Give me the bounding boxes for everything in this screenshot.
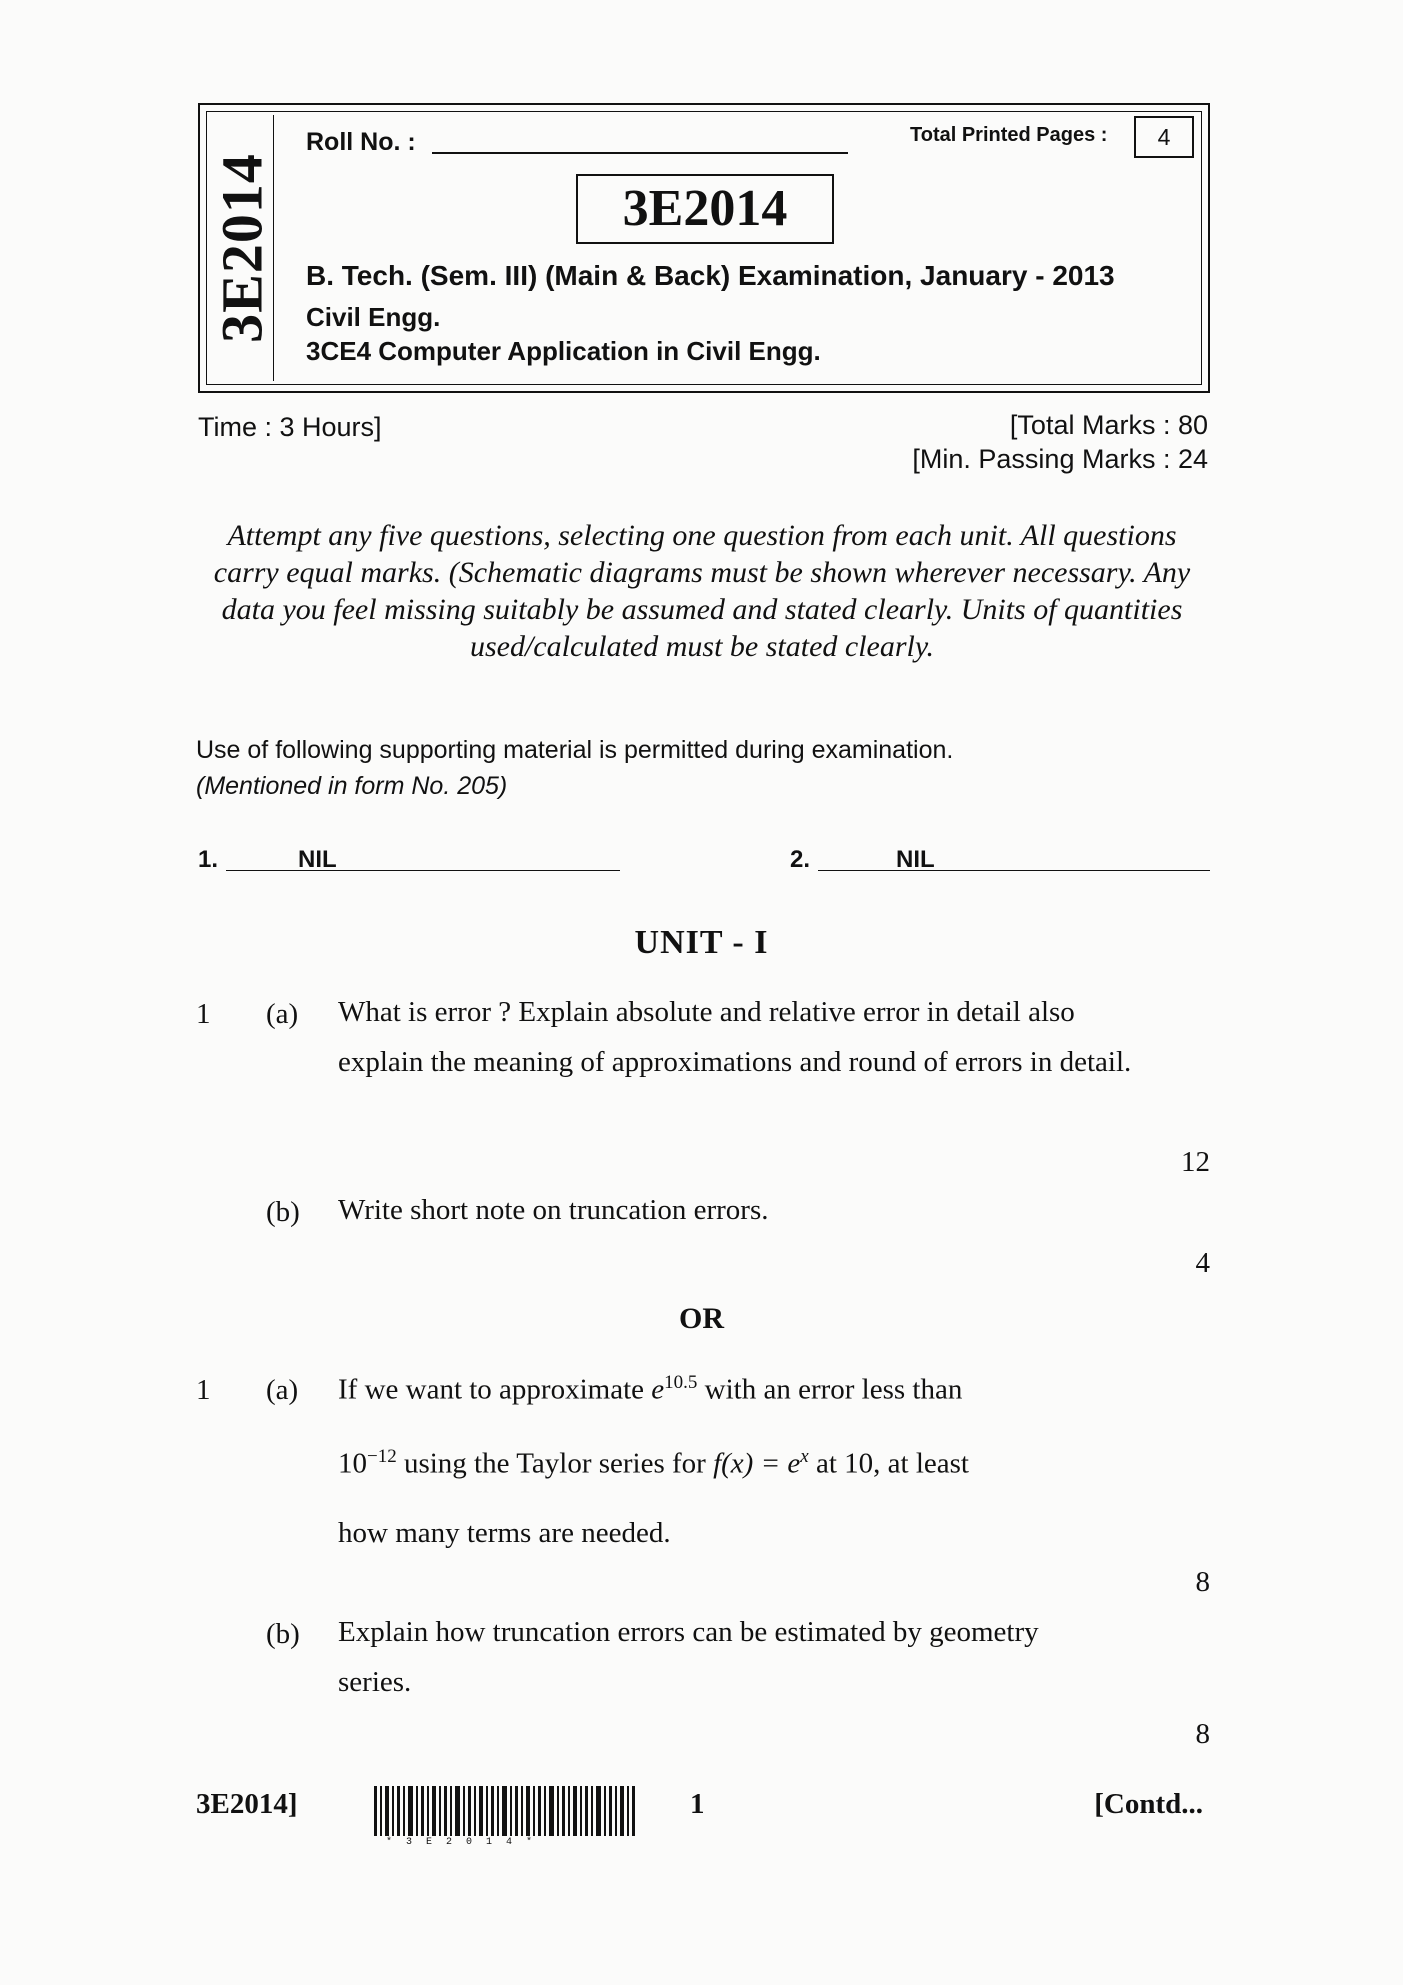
unit-heading: UNIT - I (634, 924, 769, 961)
min-passing-marks: [Min. Passing Marks : 24 (912, 444, 1208, 474)
question-number: 1 (196, 998, 211, 1030)
support-item-2-number: 2. (790, 846, 811, 873)
support-item-2-line (818, 870, 1210, 871)
instructions: Attempt any five questions, selecting one question from each unit. All questions carry equal marks. (Schematic diagrams must be shown wherever necessary. Any data you feel missing suitably be assumed and stated clearly. Units of quantities used/calculated must be stated clearly. (213, 519, 1191, 663)
roll-number-label: Roll No. : (306, 128, 416, 156)
question-1alt-b-marks: 8 (1195, 1718, 1210, 1750)
support-item-1-line (226, 870, 620, 871)
footer-paper-code: 3E2014] (196, 1788, 298, 1820)
question-1alt-b-text: Explain how truncation errors can be estimated by geometry series. (338, 1616, 1039, 1698)
question-1a-text: What is error ? Explain absolute and relative error in detail also explain the meaning of approximations and round of errors in detail. (338, 996, 1132, 1078)
question-1alt-a-marks: 8 (1195, 1566, 1210, 1598)
barcode-text: *3E2014* (386, 1837, 547, 1848)
page-number: 1 (690, 1788, 705, 1820)
question-1b-marks: 4 (1195, 1247, 1210, 1279)
question-part-label: (a) (266, 1374, 299, 1406)
support-material-line: Use of following supporting material is permitted during examination. (196, 736, 954, 764)
side-paper-code: 3E2014 (210, 115, 274, 381)
total-pages-label: Total Printed Pages : (910, 124, 1108, 146)
question-number: 1 (196, 1374, 211, 1406)
question-1a-marks: 12 (1181, 1146, 1210, 1178)
total-pages-value: 4 (1134, 116, 1194, 158)
support-item-2: NIL (896, 846, 935, 873)
question-1alt-a-line-3: how many terms are needed. (338, 1517, 671, 1549)
roll-number-field[interactable] (432, 152, 848, 154)
question-1b-text: Write short note on truncation errors. (338, 1194, 769, 1226)
support-form-mention: (Mentioned in form No. 205) (196, 772, 508, 800)
paper-code-box: 3E2014 (576, 174, 834, 244)
branch-name: Civil Engg. (306, 302, 441, 332)
question-1alt-a-line-2: $10^{-12}$ using the Taylor series for $f(x) = e^x$ at 10, at least (338, 1446, 969, 1480)
support-item-1-number: 1. (198, 846, 219, 873)
subject-name: 3CE4 Computer Application in Civil Engg. (306, 336, 821, 366)
exam-time: Time : 3 Hours] (198, 412, 382, 442)
continued-marker: [Contd... (1094, 1788, 1203, 1820)
total-marks: [Total Marks : 80 (1009, 410, 1208, 440)
support-item-1: NIL (298, 846, 337, 873)
question-part-label: (b) (266, 1196, 300, 1228)
question-part-label: (b) (266, 1618, 300, 1650)
question-1alt-a-line-1: If we want to approximate $e^{10.5}$ with an error less than (338, 1372, 963, 1406)
question-part-label: (a) (266, 998, 299, 1030)
barcode (374, 1786, 636, 1836)
or-divider: OR (679, 1302, 724, 1335)
exam-title: B. Tech. (Sem. III) (Main & Back) Examination, January - 2013 (306, 260, 1115, 291)
